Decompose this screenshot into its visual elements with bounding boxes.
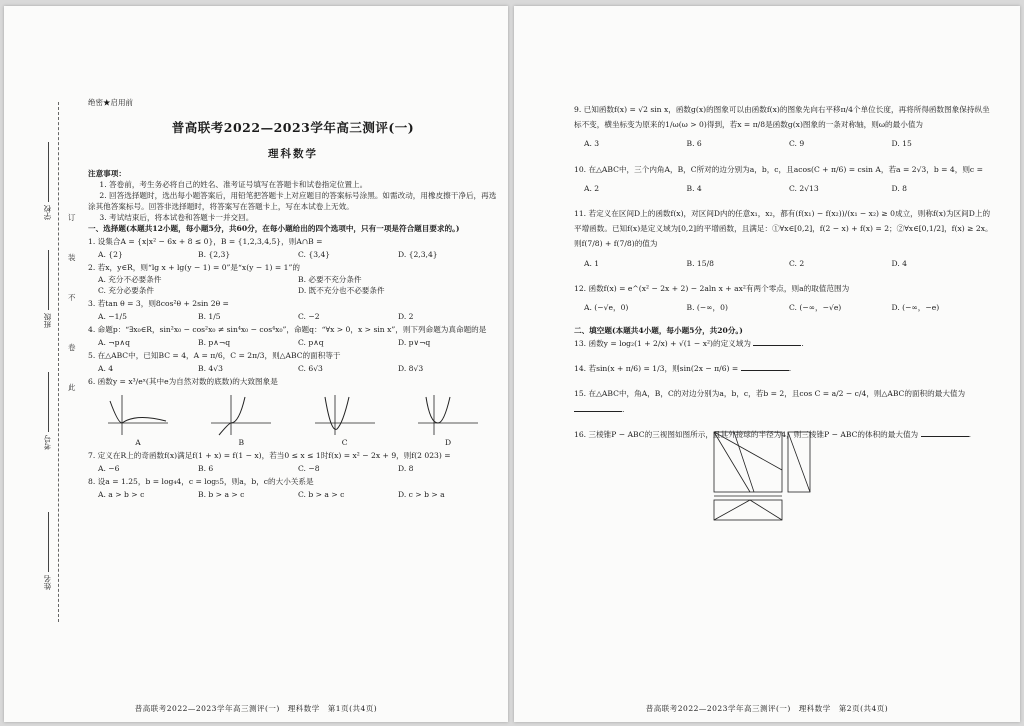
secret-label: 绝密★启用前 [88,98,133,107]
option-d: D. 15 [891,139,912,149]
exam-no-field[interactable] [42,372,56,450]
option-a: A. 2 [584,183,600,193]
option-a: A. −6 [98,464,120,474]
section-heading-choice: 一、选择题(本题共12小题，每小题5分，共60分，在每小题给出的四个选项中，只有一项是符合题目要求的。) [88,224,460,234]
class-label: 班级 [43,313,52,328]
three-view-diagram [694,426,824,526]
question-stem: 6. 函数y = x³/eˣ(其中e为自然对数的底数)的大致图象是 [88,377,278,387]
graph-options [98,393,488,448]
question-15: 15. 在△ABC中，角A，B，C的对边分别为a，b，c，若b = 2，且cos C = a/2 − c/4，则△ABC的面积的最大值为 . [574,389,966,414]
notice-item: 3. 考试结束后，将本试卷和答题卡一并交回。 [99,213,254,223]
question-stem: 13. 函数y = log₂(1 + 2/x) + √(1 − x²)的定义域为 [574,339,751,349]
question-stem: 5. 在△ABC中，已知BC = 4，A = π/6，C = 2π/3，则△ABC的面积等于 [88,351,341,361]
question-16: 16. 三棱锥P − ABC的三视图如图所示，且其外接球的半径为4，则三棱锥P − ABC的体积的最大值为 . [574,429,971,439]
page-2-content [574,102,994,452]
option-d: D. 2 [398,312,414,322]
option-a: A. ¬p∧q [98,338,130,348]
page-footer: 普高联考2022—2023学年高三测评(一) 理科数学 第1页(共4页) [134,704,378,713]
answer-blank [741,362,789,371]
binding-strip [12,102,62,602]
graph-a-figure [106,393,170,437]
option-d: D. 8√3 [398,364,424,374]
question-stem: 3. 若tan θ = 3，则8cos²θ + 2sin 2θ = [88,299,229,309]
binding-dashed-line [58,102,60,622]
question-stem: 14. 若sin(x + π/6) = 1/3，则sin(2x − π/6) = [574,364,739,374]
question-4 [88,324,498,348]
question-11 [574,206,994,271]
answer-blank [574,403,622,412]
notice-item: 2. 回答选择题时，选出每小题答案后，用铅笔把答题卡上对应题目的答案标号涂黑。如需改动，用橡皮擦干净后，再选涂其他答案标号。回答非选择题时，将答案写在答题卡上，写在本试卷上无效。 [88,191,497,212]
option-b: B. b > a > c [198,490,245,500]
option-a: A. {2} [98,250,123,260]
option-b: B. p∧¬q [198,338,231,348]
graph-d-figure [416,393,480,437]
graph-c-figure [313,393,377,437]
option-a: A. 3 [584,139,600,149]
option-c: C. (−∞，−√e) [789,302,842,312]
option-d: D. 8 [398,464,414,474]
graph-label: A [135,438,141,448]
exam-title: 普高联考2022—2023学年高三测评(一) [171,119,415,135]
question-9 [574,102,994,152]
option-a: A. 4 [98,364,114,374]
option-b: B. 4 [686,183,702,193]
graph-label: B [238,438,245,448]
cut-char: 卷 [68,343,76,352]
option-a: A. (−√e，0) [584,302,629,312]
question-stem: 16. 三棱锥P − ABC的三视图如图所示，且其外接球的半径为4，则三棱锥P − ABC的体积的最大值为 [574,429,919,439]
notice-item: 1. 答卷前，考生务必将自己的姓名、准考证号填写在答题卡和试卷指定位置上。 [99,180,368,190]
question-12 [574,281,994,315]
option-a: A. −1/5 [98,312,127,322]
question-stem: 15. 在△ABC中，角A，B，C的对边分别为a，b，c，若b = 2，且cos C = a/2 − c/4，则△ABC的面积的最大值为 [574,389,966,399]
question-stem: 4. 命题p：“∃x₀∈R，sin²x₀ − cos²x₀ ≠ sin⁴x₀ − cos⁴x₀”，命题q：“∀x > 0，x > sin x”，则下列命题为真命题的是 [88,325,487,335]
page-1-content [88,98,498,502]
option-d: D. p∨¬q [398,338,431,348]
option-b: B. 6 [198,464,214,474]
graph-label: C [341,438,348,448]
option-c: C. 6√3 [298,364,323,374]
option-d: D. 8 [891,183,907,193]
page-footer: 普高联考2022—2023学年高三测评(一) 理科数学 第2页(共4页) [645,704,889,713]
question-7 [88,450,498,474]
option-b: B. {2,3} [198,250,231,260]
question-6 [88,376,498,448]
option-d: D. {2,3,4} [398,250,438,260]
page-1 [4,6,508,722]
question-stem: 12. 函数f(x) = e^(x² − 2x + 2) − 2aln x + ax²有两个零点，则a的取值范围为 [574,283,850,293]
graph-option-c [305,393,385,448]
option-d: D. (−∞，−e) [891,302,940,312]
option-b: B. 4√3 [198,364,223,374]
cut-char: 此 [68,383,76,392]
class-field[interactable] [42,250,56,328]
option-c: C. 9 [789,139,805,149]
option-b: B. (−∞，0) [686,302,728,312]
page-2 [514,6,1020,722]
question-stem: 11. 若定义在区间D上的函数f(x)，对区间D内的任意x₁，x₂，都有(f(x₁) − f(x₂))/(x₁ − x₂) ≥ 0成立，则称f(x)为区间D上的平增函数。已知f(x)是定义域为[0,2]的平增函数，且满足：①∀x∈[0,2]，f(2 − x) + f(x) = 2；②∀x∈[0,1/2]，f(x) ≥ 2x。则f(7/8) + f(7/8)的值为 [574,208,993,249]
graph-label: D [444,438,452,448]
graph-b-figure [209,393,273,437]
graph-option-a [98,393,178,448]
option-c: C. 2 [789,258,805,268]
option-d: D. 既不充分也不必要条件 [298,286,385,296]
option-a: A. a > b > c [98,490,145,500]
question-stem: 1. 设集合A = {x|x² − 6x + 8 ≤ 0}，B = {1,2,3,4,5}，则A∩B = [88,237,323,247]
option-a: A. 充分不必要条件 [98,275,162,285]
option-b: B. 1/5 [198,312,221,322]
question-14: 14. 若sin(x + π/6) = 1/3，则sin(2x − π/6) = . [574,364,792,374]
option-c: C. p∧q [298,338,324,348]
option-a: A. 1 [584,258,600,268]
name-field[interactable] [42,512,56,590]
question-stem: 2. 若x，y∈R，则“lg x + lg(y − 1) = 0”是“x(y − 1) = 1”的 [88,263,300,273]
option-c: C. b > a > c [298,490,345,500]
option-b: B. 15/8 [686,258,714,268]
option-d: D. 4 [891,258,907,268]
school-field[interactable] [42,142,56,220]
answer-blank [921,428,969,437]
option-c: C. −2 [298,312,320,322]
cut-char: 不 [68,293,76,302]
question-stem: 8. 设a = 1.25，b = log₄4，c = log₅5，则a，b，c的大小关系是 [88,477,314,487]
option-c: C. 2√13 [789,183,819,193]
question-8 [88,476,498,500]
question-13: 13. 函数y = log₂(1 + 2/x) + √(1 − x²)的定义域为 . [574,339,804,349]
option-c: C. {3,4} [298,250,331,260]
question-2 [88,262,498,296]
cut-char: 订 [68,213,76,222]
option-d: D. c > b > a [398,490,445,500]
question-stem: 9. 已知函数f(x) = √2 sin x，函数g(x)的图象可以由函数f(x)的图象先向右平移π/4个单位长度，再将所得函数图象保持纵坐标不变，横坐标变为原来的1/ω(ω > 0)得到，若x = π/8是函数g(x)图象的一条对称轴，则ω的最小值为 [574,105,990,130]
option-c: C. −8 [298,464,320,474]
subject-title: 理科数学 [268,148,318,160]
school-label: 学校 [43,205,52,220]
question-stem: 10. 在△ABC中，三个内角A，B，C所对的边分别为a，b，c，且acos(C + π/6) = csin A，若a = 2√3，b = 4，则c = [574,164,983,174]
exam-no-label: 考号 [43,435,52,450]
notice-heading: 注意事项： [88,169,126,179]
graph-option-b [201,393,281,448]
question-1 [88,236,498,260]
question-3 [88,298,498,322]
question-10 [574,162,994,196]
question-stem: 7. 定义在R上的奇函数f(x)满足f(1 + x) = f(1 − x)，若当0 ≤ x ≤ 1时f(x) = x² − 2x + 9，则f(2 023) = [88,451,451,461]
option-b: B. 必要不充分条件 [298,275,362,285]
section-heading-fill: 二、填空题(本题共4小题，每小题5分，共20分。) [574,326,743,336]
graph-option-d [408,393,488,448]
answer-blank [753,337,801,346]
option-b: B. 6 [686,139,702,149]
name-label: 姓名 [43,575,52,590]
option-c: C. 充分必要条件 [98,286,154,296]
cut-char: 装 [68,253,76,262]
question-5 [88,350,498,374]
